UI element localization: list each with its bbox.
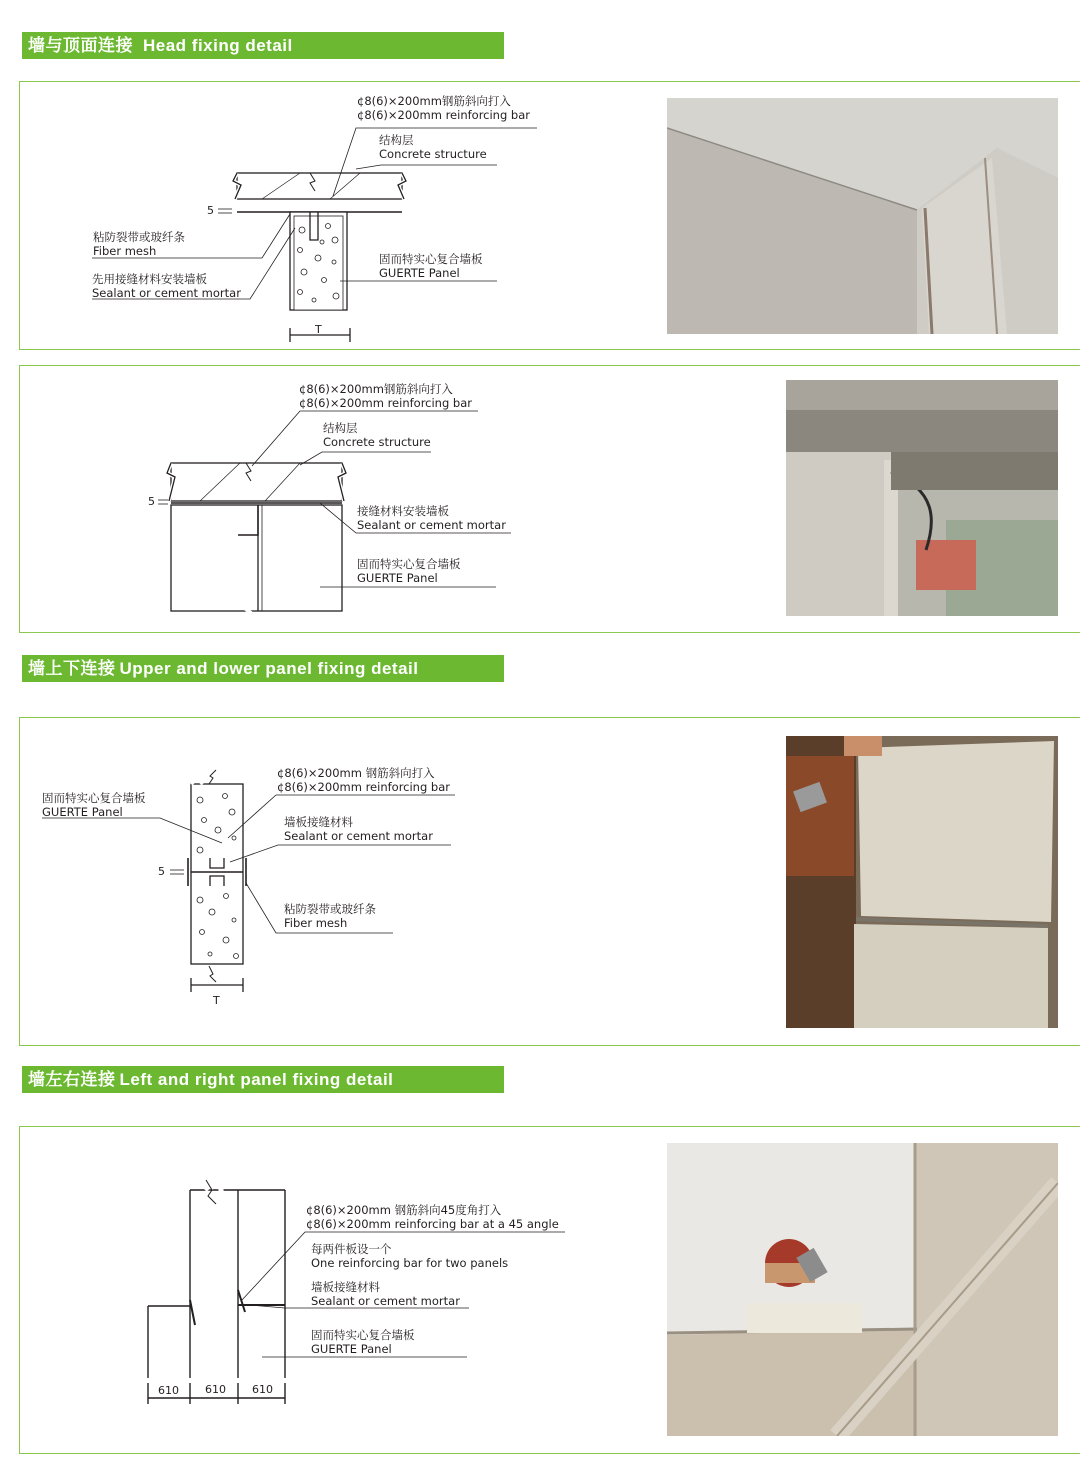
label-mesh-3-cn: 粘防裂带或玻纤条 <box>284 902 376 916</box>
label-sealant-4-cn: 墙板接缝材料 <box>311 1280 380 1294</box>
label-every-4 <box>311 1242 508 1270</box>
label-bar-cn: ¢8(6)×200mm钢筋斜向打入 <box>357 94 511 108</box>
gap-dimension-3: 5 <box>158 865 165 878</box>
thickness-dimension-3: T <box>213 994 220 1007</box>
label-concrete-2-cn: 结构层 <box>323 421 358 435</box>
label-panel-4-en: GUERTE Panel <box>311 1342 392 1356</box>
label-bar-3-en: ¢8(6)×200mm reinforcing bar <box>277 780 450 794</box>
label-panel-3-en: GUERTE Panel <box>42 805 123 819</box>
label-concrete-en: Concrete structure <box>379 147 487 161</box>
label-sealant-cn: 先用接缝材料安装墙板 <box>92 272 207 286</box>
label-panel-2-en: GUERTE Panel <box>357 571 438 585</box>
label-bar-en: ¢8(6)×200mm reinforcing bar <box>357 108 530 122</box>
section-title-cn: 墙与顶面连接 <box>28 36 133 55</box>
label-every-4-cn: 每两件板设一个 <box>311 1242 392 1256</box>
label-bar-4-cn: ¢8(6)×200mm 钢筋斜向45度角打入 <box>306 1203 502 1217</box>
thickness-dimension: T <box>315 323 322 336</box>
label-concrete-cn: 结构层 <box>379 133 414 147</box>
label-panel-cn: 固而特实心复合墙板 <box>379 252 483 266</box>
label-bar-4 <box>306 1203 559 1231</box>
label-sealant-4 <box>311 1280 460 1308</box>
label-mesh-en: Fiber mesh <box>93 244 157 258</box>
label-bar-3-cn: ¢8(6)×200mm 钢筋斜向打入 <box>277 766 435 780</box>
section-title-en: Left and right panel fixing detail <box>119 1070 394 1089</box>
label-bar-2-en: ¢8(6)×200mm reinforcing bar <box>299 396 472 410</box>
section-title-cn: 墙左右连接 <box>28 1070 116 1089</box>
label-panel-4-cn: 固而特实心复合墙板 <box>311 1328 415 1342</box>
gap-dimension-2: 5 <box>148 495 155 508</box>
label-mesh-cn: 粘防裂带或玻纤条 <box>93 230 185 244</box>
width-dimension-2: 610 <box>205 1383 226 1396</box>
label-sealant-en: Sealant or cement mortar <box>92 286 241 300</box>
label-bar-4-en: ¢8(6)×200mm reinforcing bar at a 45 angle <box>306 1217 559 1231</box>
label-panel-en: GUERTE Panel <box>379 266 460 280</box>
label-panel-3-cn: 固而特实心复合墙板 <box>42 791 146 805</box>
label-mesh-3-en: Fiber mesh <box>284 916 348 930</box>
gap-dimension: 5 <box>207 204 214 217</box>
label-sealant-4-en: Sealant or cement mortar <box>311 1294 460 1308</box>
photo-left-right <box>667 1143 1058 1436</box>
section-title-cn: 墙上下连接 <box>28 659 116 678</box>
label-bar-2-cn: ¢8(6)×200mm钢筋斜向打入 <box>299 382 453 396</box>
label-sealant-3-cn: 墙板接缝材料 <box>284 815 353 829</box>
label-sealant-3-en: Sealant or cement mortar <box>284 829 433 843</box>
label-every-4-en: One reinforcing bar for two panels <box>311 1256 509 1270</box>
label-panel-2-cn: 固而特实心复合墙板 <box>357 557 461 571</box>
label-sealant-2-cn: 接缝材料安装墙板 <box>357 504 449 518</box>
label-concrete-2-en: Concrete structure <box>323 435 431 449</box>
section-title-en: Head fixing detail <box>143 36 293 55</box>
width-dimension-1: 610 <box>158 1384 179 1397</box>
label-panel-4 <box>311 1328 415 1356</box>
width-dimension-3: 610 <box>252 1383 273 1396</box>
label-sealant-2-en: Sealant or cement mortar <box>357 518 506 532</box>
section-title-en: Upper and lower panel fixing detail <box>119 659 419 678</box>
